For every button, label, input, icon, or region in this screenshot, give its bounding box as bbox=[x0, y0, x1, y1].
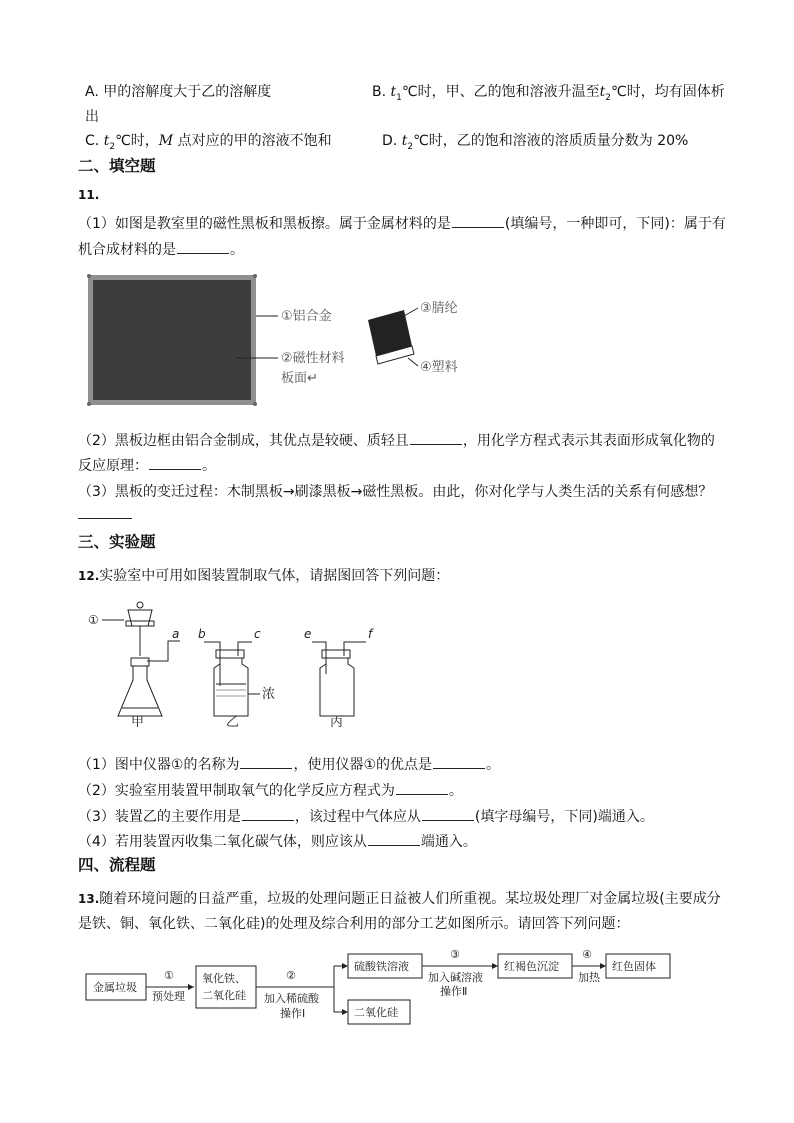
answer-blank[interactable] bbox=[396, 780, 448, 795]
q12-part3 bbox=[78, 806, 654, 826]
choice-c-post: 点对应的甲的溶液不饱和 bbox=[177, 133, 332, 149]
q13-line2: 是铁、铜、氧化铁、二氧化硅)的处理及综合利用的部分工艺如图所示。请回答下列问题： bbox=[78, 916, 630, 932]
q12-text: ，使用仪器①的优点是 bbox=[293, 757, 433, 773]
flow-step2-number: ② bbox=[286, 969, 296, 982]
flow-step4-label: 加热 bbox=[578, 971, 600, 984]
flow-box-silica-label: 二氧化硅 bbox=[354, 1006, 398, 1019]
choice-b-post: 时，均有固体析 bbox=[626, 84, 725, 100]
flow-step2-label-1: 加入稀硫酸 bbox=[264, 992, 319, 1005]
q11-text: 反应原理： bbox=[78, 458, 148, 474]
q12-part1 bbox=[78, 754, 500, 774]
q12-text: （2）实验室用装置甲制取氧气的化学反应方程式为 bbox=[78, 783, 395, 799]
section-3-title: 三、实验题 bbox=[78, 533, 156, 551]
q11-text: （1）如图是教室里的磁性黑板和黑板擦。属于金属材料的是 bbox=[78, 216, 451, 232]
q11-text: 机合成材料的是 bbox=[78, 242, 176, 258]
port-c: c bbox=[254, 627, 261, 641]
q13-text: 随着环境问题的日益严重，垃圾的处理问题正日益被人们所重视。某垃圾处理厂对金属垃圾(主要成分 bbox=[99, 891, 721, 907]
q12-text: （1）图中仪器①的名称为 bbox=[78, 757, 240, 773]
temp-subscript: 1 bbox=[396, 92, 402, 103]
question-13-number: 13. bbox=[78, 892, 100, 906]
q11-text: ，用化学方程式表示其表面形成氧化物的 bbox=[462, 433, 715, 449]
port-a: a bbox=[172, 627, 180, 641]
choice-c-pre: 时， bbox=[130, 133, 159, 149]
q11-part3-line1: （3）黑板的变迁过程：木制黑板→刷漆黑板→磁性黑板。由此，你对化学与人类生活的关系有何感想？ bbox=[78, 484, 713, 500]
flow-step3-label-2: 操作Ⅱ bbox=[440, 985, 468, 998]
temp-symbol: t bbox=[401, 133, 408, 149]
label-magnetic-board-2: 板面↵ bbox=[281, 371, 318, 386]
degree-unit: ℃ bbox=[115, 133, 131, 149]
section-4-title: 四、流程题 bbox=[78, 856, 156, 874]
question-11-number: 11. bbox=[78, 188, 100, 202]
q11-text: （2）黑板边框由铝合金制成，其优点是较硬、质轻且 bbox=[78, 433, 409, 449]
choice-b-pre: 时，甲、乙的饱和溶液升温至 bbox=[417, 84, 600, 100]
degree-unit: ℃ bbox=[413, 133, 429, 149]
flow-box-oxide-label-2: 二氧化硅 bbox=[202, 989, 246, 1002]
q12-text: 实验室中可用如图装置制取气体，请据图回答下列问题： bbox=[99, 568, 450, 584]
flow-step2-label-2: 操作Ⅰ bbox=[280, 1007, 306, 1020]
q11-part2-line1 bbox=[78, 430, 715, 450]
label-aluminium-alloy: ①铝合金 bbox=[281, 309, 332, 324]
label-acrylic: ③腈纶 bbox=[420, 301, 458, 316]
flow-box-oxide-label-1: 氧化铁、 bbox=[202, 972, 246, 985]
q11-part1-line1 bbox=[78, 213, 726, 233]
choice-a bbox=[85, 81, 271, 101]
collection-bottle bbox=[304, 627, 374, 716]
q13-line1 bbox=[78, 888, 721, 908]
flow-step1-label: 预处理 bbox=[152, 990, 185, 1003]
choice-b-wrap: 出 bbox=[85, 109, 99, 125]
choice-d-text: 时，乙的饱和溶液的溶质质量分数为 20% bbox=[428, 133, 689, 149]
blackboard-figure bbox=[86, 272, 476, 412]
flow-step3-number: ③ bbox=[450, 948, 460, 961]
q12-text: 。 bbox=[486, 757, 501, 773]
q12-intro bbox=[78, 565, 449, 585]
section-2-title: 二、填空题 bbox=[78, 157, 156, 175]
answer-blank[interactable] bbox=[240, 754, 292, 769]
answer-blank[interactable] bbox=[149, 455, 201, 470]
port-f: f bbox=[368, 627, 373, 641]
q12-text: ，该过程中气体应从 bbox=[294, 809, 421, 825]
label-plastic: ④塑料 bbox=[420, 360, 458, 375]
q11-text: 。 bbox=[202, 458, 216, 474]
answer-blank[interactable] bbox=[78, 504, 132, 519]
q12-part4 bbox=[78, 831, 477, 851]
q11-part1-line2 bbox=[78, 239, 244, 259]
choice-c bbox=[85, 130, 332, 152]
label-concentrated: 浓 bbox=[262, 687, 276, 702]
choice-d bbox=[382, 130, 688, 152]
degree-unit: ℃ bbox=[401, 84, 418, 100]
process-flowchart bbox=[84, 946, 704, 1036]
answer-blank[interactable] bbox=[368, 831, 420, 846]
choice-c-label: C. bbox=[85, 133, 100, 149]
temp-subscript: 2 bbox=[109, 141, 116, 152]
temp-symbol: t bbox=[390, 84, 397, 100]
label-jia: 甲 bbox=[131, 715, 145, 728]
flow-box-metal-waste-label: 金属垃圾 bbox=[93, 981, 137, 994]
q12-text: （4）若用装置丙收集二氧化碳气体，则应该从 bbox=[78, 834, 367, 850]
choice-a-label: A. bbox=[85, 84, 99, 100]
washing-bottle bbox=[198, 627, 275, 716]
flow-box-red-solid-label: 红色固体 bbox=[612, 960, 656, 973]
flow-box-ferric-sulfate-label: 硫酸铁溶液 bbox=[354, 960, 409, 973]
point-m: M bbox=[158, 133, 174, 149]
choice-d-label: D. bbox=[382, 133, 398, 149]
degree-unit: ℃ bbox=[611, 84, 627, 100]
answer-blank[interactable] bbox=[422, 806, 474, 821]
answer-blank[interactable] bbox=[410, 430, 462, 445]
temp-symbol: t bbox=[103, 133, 110, 149]
answer-blank[interactable] bbox=[433, 754, 485, 769]
label-yi: 乙 bbox=[226, 715, 240, 728]
flask-apparatus bbox=[88, 602, 180, 716]
label-magnetic-board: ②磁性材料 bbox=[281, 351, 345, 366]
eraser-icon bbox=[368, 310, 414, 364]
label-bing: 丙 bbox=[330, 715, 344, 728]
question-12-number: 12. bbox=[78, 569, 100, 583]
answer-blank[interactable] bbox=[177, 239, 229, 254]
choice-a-text: 甲的溶解度大于乙的溶解度 bbox=[103, 84, 272, 100]
choice-b bbox=[372, 81, 725, 103]
answer-blank[interactable] bbox=[242, 806, 294, 821]
label-instrument-1: ① bbox=[88, 613, 99, 627]
answer-blank[interactable] bbox=[452, 213, 504, 228]
temp-subscript: 2 bbox=[407, 141, 414, 152]
port-e: e bbox=[304, 627, 312, 641]
blackboard-surface bbox=[93, 280, 251, 400]
flow-step4-number: ④ bbox=[582, 948, 592, 961]
temp-symbol: t bbox=[599, 84, 606, 100]
q12-text: （3）装置乙的主要作用是 bbox=[78, 809, 241, 825]
q11-text: (填编号，一种即可，下同)：属于有 bbox=[504, 216, 726, 232]
q12-text: 端通入。 bbox=[420, 834, 477, 850]
q11-part2-line2 bbox=[78, 455, 216, 475]
q11-text: 。 bbox=[230, 242, 244, 258]
apparatus-figure bbox=[86, 596, 416, 728]
flow-step1-number: ① bbox=[164, 969, 174, 982]
temp-subscript: 2 bbox=[605, 92, 611, 103]
q12-text: 。 bbox=[448, 783, 463, 799]
flow-box-precipitate-label: 红褐色沉淀 bbox=[504, 960, 559, 973]
flow-step3-label-1: 加入碱溶液 bbox=[428, 971, 483, 984]
q12-part2 bbox=[78, 780, 463, 800]
choice-b-label: B. bbox=[372, 84, 387, 100]
port-b: b bbox=[198, 627, 206, 641]
q12-text: (填字母编号，下同)端通入。 bbox=[474, 809, 654, 825]
